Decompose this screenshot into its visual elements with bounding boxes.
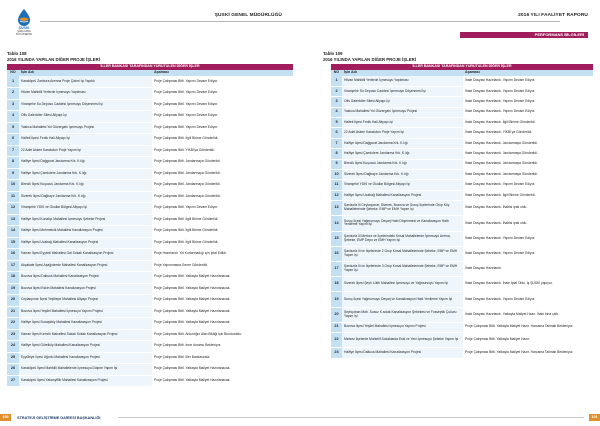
row-number: 10: [331, 170, 342, 180]
project-name: Harran İlçesi Kırmıtlı Mahallesi Sokak Sokak Kanalizasyon Projesi: [19, 329, 152, 341]
project-name: Viranşehir Su Deposu Caddesi İçmesuyu Döşenmesi İşi: [342, 86, 463, 96]
project-status: Proje Çalışması Bitti. İlgili Birime Gönderildi.: [152, 214, 293, 226]
project-status: İhale Dosyası Hazırlandı.: [463, 261, 593, 276]
table-row: [7, 375, 293, 387]
project-status: Proje Çalışması Bitti. Yapımı Devam Ediyor.: [152, 88, 293, 100]
table-title: 2016 YILINDA YAPILAN DİĞER PROJE İŞLERİ: [7, 56, 100, 62]
row-number: 20: [7, 295, 19, 307]
row-number: 11: [331, 180, 342, 190]
table-band-header: İLLER BANKASI TARAFINDAN YÜRÜTÜLEN DİĞER İŞLER: [7, 64, 293, 70]
project-status: İhale Dosyası Hazırlandı. YİKBİ'ya Gönderildi.: [463, 128, 593, 138]
table-row: [7, 249, 293, 261]
row-number: 13: [7, 214, 19, 226]
row-number: 17: [7, 260, 19, 272]
footer-divider: [300, 417, 584, 418]
project-status: İhale Dosyası Hazırlandı. Yapımı Devam Ediyor.: [463, 246, 593, 261]
page-number: 100: [0, 414, 11, 421]
project-name: Viranşehir Su Deposu Caddesi İçmesuyu Döşenmesi İşi: [19, 99, 152, 111]
row-number: 2: [7, 88, 19, 100]
project-status: İhale Dosyası Hazırlandı. Yapımı Devam Ediyor.: [463, 292, 593, 307]
table-body: [331, 76, 593, 358]
table-row: [331, 118, 593, 128]
projects-table: [331, 64, 593, 359]
logo-subtext: ŞANLIURFA BÜYÜKŞEHİR: [16, 30, 32, 36]
table-row: [331, 170, 593, 180]
table-row: [7, 214, 293, 226]
table-row: [7, 341, 293, 353]
project-name: Halfiye İlçesi Daltuca Mahallesi Kanalizasyon Projesi: [342, 348, 463, 358]
project-name: Ofis Galericiler Sitesi Altyapı İşi: [342, 97, 463, 107]
table-row: [7, 180, 293, 192]
project-name: Ceylanpınar İlçesi Yeşiltepe Mahallesi Altyapı Projesi: [19, 295, 152, 307]
table-row: [331, 261, 593, 276]
drop-logo-icon: [12, 8, 36, 26]
header-divider: [300, 21, 560, 22]
row-number: 25: [7, 352, 19, 364]
project-status: İhale Dosyası Hazırlandı. Yapımı Devam Ediyor.: [463, 86, 593, 96]
row-number: 1: [331, 76, 342, 86]
row-number: 6: [331, 128, 342, 138]
project-name: Karaköprü İlçesi Yakarıyfilik Mahallesi Kanalizasyon Projesi: [19, 375, 152, 387]
project-status: Proje Çalışması Bitti. Yatkayla Maliyet Hazırlanacak.: [152, 283, 293, 295]
table-row: [7, 283, 293, 295]
table-row: [331, 201, 593, 216]
project-status: Proje Çalışması Bitti. Yatkayla Maliyet Hazır. Harcama Talimatı Bekleniyor.: [463, 322, 593, 332]
project-name: Viranşehir YDKİ ve Okullar Bölgesi Altyapı İşi: [19, 203, 152, 215]
project-status: Proje Çalışması Bitti. Jandarmaya Gönderildi.: [152, 168, 293, 180]
table-row: [7, 329, 293, 341]
table-row: [331, 86, 593, 96]
row-number: 12: [331, 190, 342, 200]
project-name: Şanlıurfa İli ve İlçelerinde 3 Grup Kırsal Mahallelerinde Şebeke, EMP ve EMH Yapım İşi: [342, 261, 463, 276]
table-row: [7, 306, 293, 318]
project-status: İhale Dosyası Hazırlandı. Yapımı Devam Ediyor.: [463, 97, 593, 107]
table-caption: [7, 51, 100, 62]
table-row: [331, 149, 593, 159]
row-number: 14: [331, 216, 342, 231]
project-name: Yaslıca Mahallesi Yol Güzergahı İçmesuyu Projesi: [19, 122, 152, 134]
project-name: Halfiye İlçesi Ucabağ Mahallesi Kanalizasyon Projesi: [19, 237, 152, 249]
table-row: [7, 203, 293, 215]
row-number: 6: [7, 134, 19, 146]
table-row: [7, 157, 293, 169]
project-status: Proje Çalışması Bitti. Yatkayla Maliyet Hazır. Harcama Talimatı Bekleniyor.: [463, 348, 593, 358]
row-number: 4: [7, 111, 19, 123]
project-status: İhale Dosyası Hazırlandı. Jandarmaya Gönderildi.: [463, 149, 593, 159]
row-number: 15: [7, 237, 19, 249]
project-name: Halfiye İlçesi Dağgurat Jandarma Krk. K.lığı: [342, 138, 463, 148]
project-name: Ofis Galericiler Sitesi Altyapı İşi: [19, 111, 152, 123]
project-status: Proje Çalışması Bitti. Yatkayla Maliyet Hazırlanacak.: [152, 318, 293, 330]
table-row: [7, 237, 293, 249]
row-number: 9: [7, 168, 19, 180]
table-row: [331, 333, 593, 348]
project-name: 22 Adet Askeri Karakolun Proje Yapım İşi: [19, 145, 152, 157]
table-row: [331, 231, 593, 246]
row-number: 15: [331, 231, 342, 246]
row-number: 20: [331, 307, 342, 322]
row-number: 26: [7, 364, 19, 376]
table-label: Tablo 109: [323, 51, 343, 56]
table-row: [7, 295, 293, 307]
table-row: [331, 246, 593, 261]
table-row: [331, 128, 593, 138]
row-number: 8: [7, 157, 19, 169]
page-footer: [300, 414, 600, 421]
project-status: İhale Dosyası Hazırlandı. İlgili Birime Gönderildi.: [463, 118, 593, 128]
project-status: Proje Çalışması Bitti. YİKBİ'ya Gönderildi.: [152, 145, 293, 157]
row-number: 22: [331, 333, 342, 348]
project-status: Proje Çalışması Bitti. İmar durumu Bekleniyor.: [152, 341, 293, 353]
project-status: Proje Çalışması Bitti. Jandarmaya Gönderildi.: [152, 180, 293, 192]
project-status: İhale Dosyası Hazırlandı. İhalesi iptal oldu.: [463, 216, 593, 231]
column-header-status: Aşaması: [463, 70, 593, 76]
table-row: [7, 260, 293, 272]
project-status: Proje Çalışması Bitti. Yapımı Devam Ediyor.: [152, 111, 293, 123]
row-number: 4: [331, 107, 342, 117]
footer-divider: [118, 417, 300, 418]
row-number: 22: [7, 318, 19, 330]
footer-text: STRATEJİ GELİŞTİRME DAİRESİ BAŞKANLIĞI: [17, 415, 101, 420]
project-name: Şanlıurfa İli ve İlçelerinde 2 Grup Kırsal Mahallelerinde Şebeke, EMP ve EMH Yapım İşi: [342, 246, 463, 261]
project-status: İhale Dosyası Hazırlandı. Jandarmaya Gönderildi.: [463, 159, 593, 169]
project-name: Halfiye İlçesi Konakçı Mahallesi İçmesuyu Şebeke Projesi: [19, 214, 152, 226]
project-status: Proje Çalışması Bitti. Yapımı Devam Ediyor.: [152, 99, 293, 111]
project-name: Suruç İlçesi Yağmursuyu Deşarj ve Kanalizasyon Hattı Yenileme Yapım İşi: [342, 292, 463, 307]
column-header-status: Aşaması: [152, 70, 293, 76]
row-number: 21: [331, 322, 342, 332]
row-number: 18: [331, 277, 342, 292]
header-title: 2016 YILI FAALİYET RAPORU: [518, 13, 588, 18]
table-row: [331, 307, 593, 322]
project-status: Proje Çalışması Bitti. Ankırılığın Alan Bildiği İçin Bunduruldu.: [152, 329, 293, 341]
project-status: Proje Çalışması Bitti. Yatkayla Maliyet Hazırlanacak.: [152, 272, 293, 284]
project-name: Viranşehir YDKİ ve Okullar Bölgesi Altyapı İşi: [342, 180, 463, 190]
table-row: [331, 277, 593, 292]
project-name: Halfiye İlçesi Çamlıdere Jandarma Krk. K.lığı: [342, 149, 463, 159]
row-number: 19: [331, 292, 342, 307]
table-row: [7, 145, 293, 157]
project-name: Şanlıurfa İli Merkez ve İlçelerindeki Kırsal Mahallelerde İçmesuyu Arıtma, Şebeke, EMP Depo ve EMH Yapım İşi: [342, 231, 463, 246]
table-caption: [323, 51, 416, 62]
table-row: [331, 190, 593, 200]
row-number: 18: [7, 272, 19, 284]
project-status: Proje Çalışması Bitti. Yatkayla Maliyet Hazırlanacak.: [152, 295, 293, 307]
project-status: İhale Dosyası Hazırlandı. Jandarmaya Gönderildi.: [463, 170, 593, 180]
project-status: İhale Dosyası Hazırlandı. İhalesi iptal oldu.: [463, 201, 593, 216]
project-name: Karaköprü Zanbura Avenna Proje Çizimi İşi Yapıldı: [19, 76, 152, 88]
project-name: Şanlıurfa İli Ceylanpınar, Siverek, Bozova ve Suruç İlçelerinde Grup Köy Mahallelerinde Şebeke, EMP ve EMH Yapım İşi: [342, 201, 463, 216]
project-name: Karaköprü İlçesi Mahbilli Mahallelerde İçmesuyu Düşme Yapım İşi: [19, 364, 152, 376]
row-number: 9: [331, 159, 342, 169]
project-name: Hilvan Mahbilli Yerlerde İçmesuyu Yapılması: [342, 76, 463, 86]
row-number: 23: [331, 348, 342, 358]
project-name: Siverek İlçesi Dağbayır Jandarma Krk. K.lığı: [342, 170, 463, 180]
project-name: Siverek İlçesi Şeyh Lütfü Mahallesi İçmesuyu ve Yağmursuyu Yapım İşi: [342, 277, 463, 292]
project-name: Halfiye İlçesi Dağgurat Jandarma Krk. K.lığı: [19, 157, 152, 169]
table-row: [7, 272, 293, 284]
project-name: Şeyhçoban Mah. Susuz K.solak Kanalizasyon Şebekesi ve Fosseptik Çukuru Yapım İşi: [342, 307, 463, 322]
project-status: Proje Çalışması Bitti. Yatkayla Maliyet Hazırlanacak.: [152, 364, 293, 376]
table-body: [7, 76, 293, 387]
project-status: Proje Yapımınasra Genre Gönderildi.: [152, 260, 293, 272]
table-row: [7, 99, 293, 111]
project-status: Proje Çalışması Bitti. Yatkayla Maliyet Hazır.: [463, 333, 593, 348]
table-row: [7, 76, 293, 88]
table-title: 2016 YILINDA YAPILAN DİĞER PROJE İŞLERİ: [323, 56, 416, 62]
section-bar: PERFORMANS BİLGİLERİ: [460, 32, 588, 38]
project-name: Harran İlçesi Eyyimli Mahallesi Gal Sokak Kanalizasyon Projesi: [19, 249, 152, 261]
project-status: Proje Çalışması Bitti. Yapımı Devam Ediyor.: [152, 122, 293, 134]
project-name: Birecik İlçesi Kuşucuk Jandarma Krk. K.lığı: [19, 180, 152, 192]
project-status: Proje Hazırlandı. Yol Kurtarmadığı için İptal Edildi.: [152, 249, 293, 261]
suski-logo: [12, 8, 36, 34]
project-status: Proje Çalışması Bitti. Yatkayla Maliyet Hazırlanacak.: [152, 375, 293, 387]
row-number: 17: [331, 261, 342, 276]
column-header-name: İşin Adı: [342, 70, 463, 76]
row-number: 7: [7, 145, 19, 157]
column-header-no: NO: [7, 70, 19, 76]
table-row: [331, 159, 593, 169]
project-name: Eyyübiye İlçesi Uğurlu Mahallesi Kanalizasyon Projesi: [19, 352, 152, 364]
project-status: İhale Dosyası Hazırlandı. İlgili Birime Gönderildi.: [463, 190, 593, 200]
project-status: Proje Çalışması Bitti. İlgili Birime Gönderildi.: [152, 134, 293, 146]
project-status: İhale Dosyası Hazırlandı. Yatkayla Maliyet Hazır. İhale bina çıktı.: [463, 307, 593, 322]
table-row: [331, 97, 593, 107]
table-row: [331, 322, 593, 332]
page-number: 101: [589, 414, 600, 421]
project-status: Proje Çalışması Bitti. Jandarmaya Gönderildi.: [152, 191, 293, 203]
table-row: [331, 348, 593, 358]
project-name: Bozova İlçesi Yeşilel Mahallesi İçmesuyu Yapımı Projesi: [342, 322, 463, 332]
table-row: [7, 134, 293, 146]
row-number: 5: [7, 122, 19, 134]
table-row: [331, 76, 593, 86]
project-name: Halfeti İlçesi Fırdık Hali Altyapı İşi: [19, 134, 152, 146]
project-name: Halfiye İlçesi Çamlıdere Jandarma Krk. K.lığı: [19, 168, 152, 180]
project-name: Halfiye İlçesi Suxaşkbiy Mahallesi Kanalizasyon Projesi: [19, 318, 152, 330]
project-status: Proje Çalışması Bitti. Jandarmaya Gönderildi.: [152, 157, 293, 169]
projects-table: [7, 64, 293, 387]
table-row: [331, 180, 593, 190]
row-number: 10: [7, 180, 19, 192]
row-number: 12: [7, 203, 19, 215]
table-row: [7, 226, 293, 238]
table-row: [7, 364, 293, 376]
logo-text: ŞUSKİ: [18, 26, 30, 30]
table-row: [331, 292, 593, 307]
project-name: Bozova İlçesi Yeşilel Mahallesi İçmesuyu Yapımı Projesi: [19, 306, 152, 318]
table-row: [331, 138, 593, 148]
row-number: 23: [7, 329, 19, 341]
project-name: Yaslıca Mahallesi Yol Güzergahı İçmesuyu Projesi: [342, 107, 463, 117]
project-name: Hilvan Mahbilli Yerlerde İçmesuyu Yapılması: [19, 88, 152, 100]
table-row: [7, 88, 293, 100]
project-name: Halfiye İlçesi Mehmetcik Mahallesi Kanalizasyon Projesi: [19, 226, 152, 238]
project-status: İhale Dosyası Hazırlandı. Yapımı Devam Ediyor.: [463, 180, 593, 190]
row-number: 27: [7, 375, 19, 387]
table-row: [7, 111, 293, 123]
row-number: 5: [331, 118, 342, 128]
project-name: 22 Adet Askeri Karakolun Proje Yapım İşi: [342, 128, 463, 138]
project-status: Proje Çalışması Bitti. Yapımı Devam Ediyor.: [152, 203, 293, 215]
table-row: [331, 216, 593, 231]
table-row: [7, 122, 293, 134]
column-header-no: NO: [331, 70, 342, 76]
project-name: Siverek İlçesi Dağbayır Jandarma Krk. K.lığı: [19, 191, 152, 203]
project-status: Proje Çalışması Bitti. İller Bankasında.: [152, 352, 293, 364]
project-status: İhale Dosyası Hazırlandı. Yapımı Devam Ediyor.: [463, 231, 593, 246]
row-number: 24: [7, 341, 19, 353]
table-row: [7, 352, 293, 364]
row-number: 21: [7, 306, 19, 318]
project-status: İhale Dosyası Hazırlandı. İhale İptal Oldu. İş ŞUSKİ yapıyor.: [463, 277, 593, 292]
project-name: Bozova İlçesi Eskin Mahallesi Kanalizasyon Projesi: [19, 283, 152, 295]
project-name: Halfiye İlçesi Gürelköy Mahallesi Kanalizasyon Projesi: [19, 341, 152, 353]
table-row: [331, 107, 593, 117]
project-name: Merkez İlçelerde Muhtelif Sokaklarda Eski ve Yeni İçmesuyu Şebeke Yapım İşi: [342, 333, 463, 348]
project-name: Halfiye İlçesi Ucabağ Mahallesi Kanalizasyon Projesi: [342, 190, 463, 200]
project-status: İhale Dosyası Hazırlandı. Yapımı Devam Ediyor.: [463, 107, 593, 117]
row-number: 13: [331, 201, 342, 216]
header-divider: [40, 21, 300, 22]
table-band-header: İLLER BANKASI TARAFINDAN YÜRÜTÜLEN DİĞER İŞLER: [331, 64, 593, 70]
row-number: 7: [331, 138, 342, 148]
project-name: Akçakale İlçesi Aşağıdemin Mahallesi Kanalizasyon Projesi: [19, 260, 152, 272]
header-title: ŞUSKİ GENEL MÜDÜRLÜĞÜ: [214, 13, 282, 18]
project-status: İhale Dosyası Hazırlandı. Jandarmaya Gönderildi.: [463, 138, 593, 148]
row-number: 11: [7, 191, 19, 203]
project-status: Proje Çalışması Bitti. İlgili Birime Gönderildi.: [152, 237, 293, 249]
table-row: [7, 318, 293, 330]
column-header-name: İşin Adı: [19, 70, 152, 76]
row-number: 1: [7, 76, 19, 88]
table-row: [7, 191, 293, 203]
page-footer: [0, 414, 300, 421]
row-number: 19: [7, 283, 19, 295]
row-number: 14: [7, 226, 19, 238]
row-number: 3: [7, 99, 19, 111]
project-status: Proje Çalışması Bitti. İlgili Birime Gönderildi.: [152, 226, 293, 238]
row-number: 8: [331, 149, 342, 159]
right-page: [300, 0, 600, 426]
row-number: 16: [331, 246, 342, 261]
row-number: 2: [331, 86, 342, 96]
project-status: Proje Çalışması Bitti. Yapımı Devam Ediyor.: [152, 76, 293, 88]
project-status: İhale Dosyası Hazırlandı. Yapımı Devam Ediyor.: [463, 76, 593, 86]
project-status: Proje Çalışması Bitti. Yatkayla Maliyet Hazırlanacak.: [152, 306, 293, 318]
project-name: Birecik İlçesi Kuşucuk Jandarma Krk. K.lığı: [342, 159, 463, 169]
table-label: Tablo 108: [7, 51, 27, 56]
project-name: Bozova İlçesi Daltuca Mahallesi Kanalizasyon Projesi: [19, 272, 152, 284]
row-number: 3: [331, 97, 342, 107]
project-name: Halfeti İlçesi Fırdık Hali Altyapı İşi: [342, 118, 463, 128]
table-row: [7, 168, 293, 180]
row-number: 16: [7, 249, 19, 261]
project-name: Suruç İlçesi Yağmursuyu Deşarj Hattı Döşenmesi ve Kanalizasyon Hattı Yenileme Yapım İşi: [342, 216, 463, 231]
